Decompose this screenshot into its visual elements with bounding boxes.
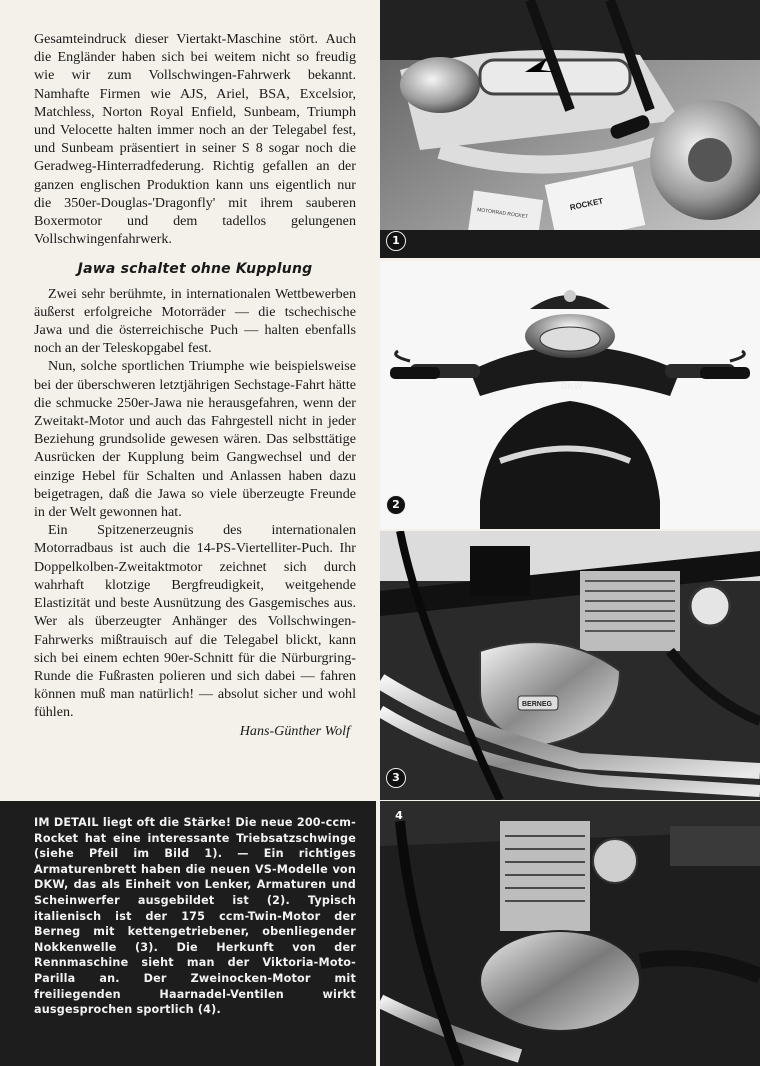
photo-number-badge: 1 <box>386 231 406 251</box>
photo-parilla-image <box>380 801 760 1066</box>
photo-berneg-image <box>380 531 760 800</box>
photo-number-badge: 2 <box>386 495 406 515</box>
photo-number-badge: 3 <box>386 768 406 788</box>
photo-rocket-image <box>380 0 760 258</box>
rocket-sign-text: ROCKET <box>569 196 605 213</box>
photo-parilla-engine <box>380 801 760 1066</box>
article-subheading: Jawa schaltet ohne Kupplung <box>77 261 313 278</box>
dkw-logo-text: DKW <box>561 381 583 391</box>
author-signature: Hans-Günther Wolf <box>239 722 350 739</box>
berneg-engine-badge: BERNEG <box>522 701 552 708</box>
article-paragraph: Nun, solche sportlichen Triumphe wie beispielsweise bei der überschweren letztjährigen Sechstage-Fahrt hätte die schmucke 250er-Jawa nie herausgefahren, wenn der Zweitakt-Motor und auch das Fahrgestell nicht in jeder Beziehung grundsolide gewesen wären. Das selbsttätige Ausrücken der Kupplung beim Gangwechsel und der einzige Hebel für Schalten und Anlassen haben dazu beigetragen, daß die Jawa so viele überzeugte Freunde in der Welt gewonnen hat. <box>34 358 356 521</box>
photo-rocket-swingarm <box>380 0 760 258</box>
photo-berneg-engine <box>380 531 760 800</box>
article-paragraph: Ein Spitzenerzeugnis des internationalen Motorradbaus ist auch die 14-PS-Viertelliter-Puch. Ihr Doppelkolben-Zweitaktmotor zeichnet sich durch wahrhaft klotzige Bergfreudigkeit, weitgehende Elastizität und beste Ausnützung des Gasgemisches aus. Wer als überzeugter Anhänger des Vollschwingen-Fahrwerks mißtrauisch auf die Telegabel blickt, kann sich bei einem echten 90er-Schnitt für die Nürburgring-Runde die Fußrasten polieren und sich dabei — fahren können muß man natürlich! — absolut sicher und wohl fühlen. <box>34 522 356 721</box>
article-paragraph: Gesamteindruck dieser Viertakt-Maschine stört. Auch die Engländer haben sich bei weitem nicht so freudig wie wir zum Vollschwingen-Fahrwerk bekannt. Namhafte Firmen wie AJS, Ariel, BSA, Excelsior, Matchless, Norton Royal Enfield, Sunbeam, Triumph und Velocette halten immer noch an der Telegabel fest, und Sunbeam präsentiert in seiner S 8 sogar noch die Geradweg-Hinterradfederung. Richtig gefallen an der ganzen englischen Produktion kann uns eigentlich nur die 350er-Douglas-'Dragonfly' mit ihrem sauberen Boxermotor und dem tadellos gelungenen Vollschwingenfahrwerk. <box>34 31 356 248</box>
photo-number-badge: 4 <box>395 809 403 822</box>
photo-dkw-image <box>380 261 760 529</box>
photo-dkw-dashboard <box>380 261 760 529</box>
article-paragraph: Zwei sehr berühmte, in internationalen Wettbewerben äußerst erfolgreiche Motorräder — die tschechische Jawa und die österreichische Puch — halten ebenfalls noch an der Teleskopgabel fest. <box>34 285 356 357</box>
photo-caption-text: IM DETAIL liegt oft die Stärke! Die neue 200-ccm-Rocket hat eine interessante Triebsatzschwinge (siehe Pfeil im Bild 1). — Ein richtiges Armaturenbrett haben die neuen VS-Modelle von DKW, das als Einheit von Lenker, Armaturen und Scheinwerfer ausgebildet ist (2). Typisch italienisch ist der 175 ccm-Twin-Motor der Berneg mit kettengetriebener, obenliegender Nokkenwelle (3). Die Herkunft von der Rennmaschine sieht man der Viktoria-Moto-Parilla an. Der Zweinocken-Motor mit freiliegenden Haarnadel-Ventilen wirkt ausgesprochen sportlich (4). <box>34 816 356 1017</box>
article-column <box>34 30 356 740</box>
photo-caption-box <box>0 801 376 1066</box>
rocket-sign-small-text: MOTORRAD ROCKET <box>476 207 529 221</box>
